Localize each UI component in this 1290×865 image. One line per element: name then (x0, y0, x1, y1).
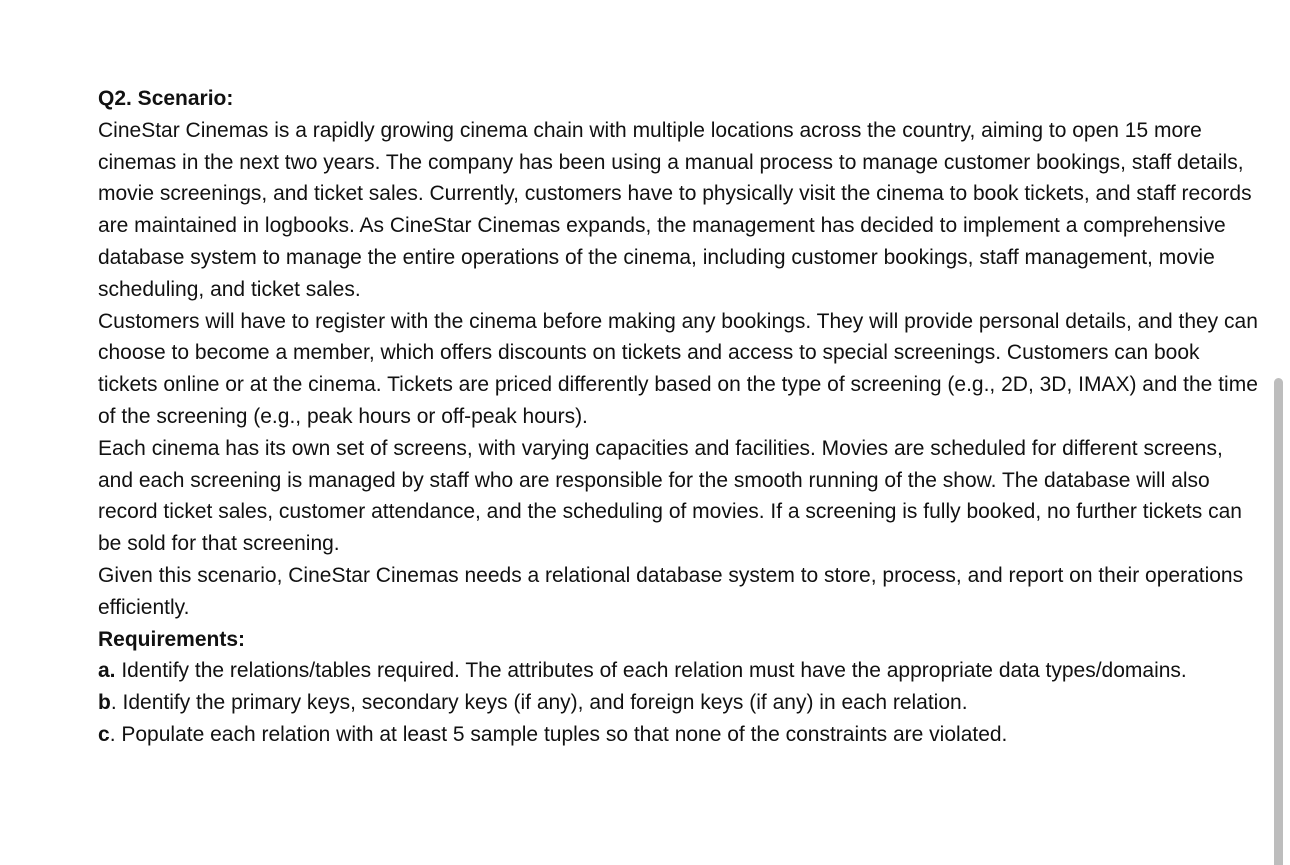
requirement-c (98, 719, 1258, 751)
requirement-a-text: Identify the relations/tables required. The attributes of each relation must have the appropriate data types/domains. (115, 659, 1187, 683)
scrollbar-thumb[interactable] (1274, 378, 1283, 865)
requirement-b (98, 687, 1258, 719)
scenario-paragraph-3: Each cinema has its own set of screens, with varying capacities and facilities. Movies are scheduled for different screens, and each screening is managed by staff who are responsible for the smooth running of the show. The database will also record ticket sales, customer attendance, and the scheduling of movies. If a screening is fully booked, no further tickets can be sold for that screening. (98, 436, 1242, 556)
scenario-paragraph-4: Given this scenario, CineStar Cinemas needs a relational database system to store, process, and report on their operations efficiently. (98, 563, 1244, 619)
scenario-paragraph-2: Customers will have to register with the cinema before making any bookings. They will provide personal details, and they can choose to become a member, which offers discounts on tickets and access to special screenings. Customers can book tickets online or at the cinema. Tickets are priced differently based on the type of screening (e.g., 2D, 3D, IMAX) and the time of the screening (e.g., peak hours or off-peak hours). (98, 309, 1258, 428)
requirements-heading: Requirements: (98, 627, 246, 651)
requirement-b-text: . Identify the primary keys, secondary keys (if any), and foreign keys (if any) in each relation. (110, 691, 968, 715)
scenario-heading: Q2. Scenario: (98, 87, 234, 110)
requirement-c-text: . Populate each relation with at least 5 sample tuples so that none of the constraints are violated. (109, 722, 1008, 746)
scenario-paragraph-1: CineStar Cinemas is a rapidly growing cinema chain with multiple locations across the country, aiming to open 15 more cinemas in the next two years. The company has been using a manual process to manage customer bookings, staff details, movie screenings, and ticket sales. Currently, customers have to physically visit the cinema to book tickets, and staff records are maintained in logbooks. As CineStar Cinemas expands, the management has decided to implement a comprehensive database system to manage the entire operations of the cinema, including customer bookings, staff management, movie scheduling, and ticket sales. (98, 118, 1252, 301)
requirement-a-marker: a. (98, 659, 116, 683)
document-page (98, 83, 1258, 751)
requirement-c-marker: c (98, 722, 110, 746)
vertical-scrollbar[interactable] (1274, 378, 1284, 865)
requirement-a (98, 655, 1258, 687)
requirement-b-marker: b (98, 691, 111, 715)
